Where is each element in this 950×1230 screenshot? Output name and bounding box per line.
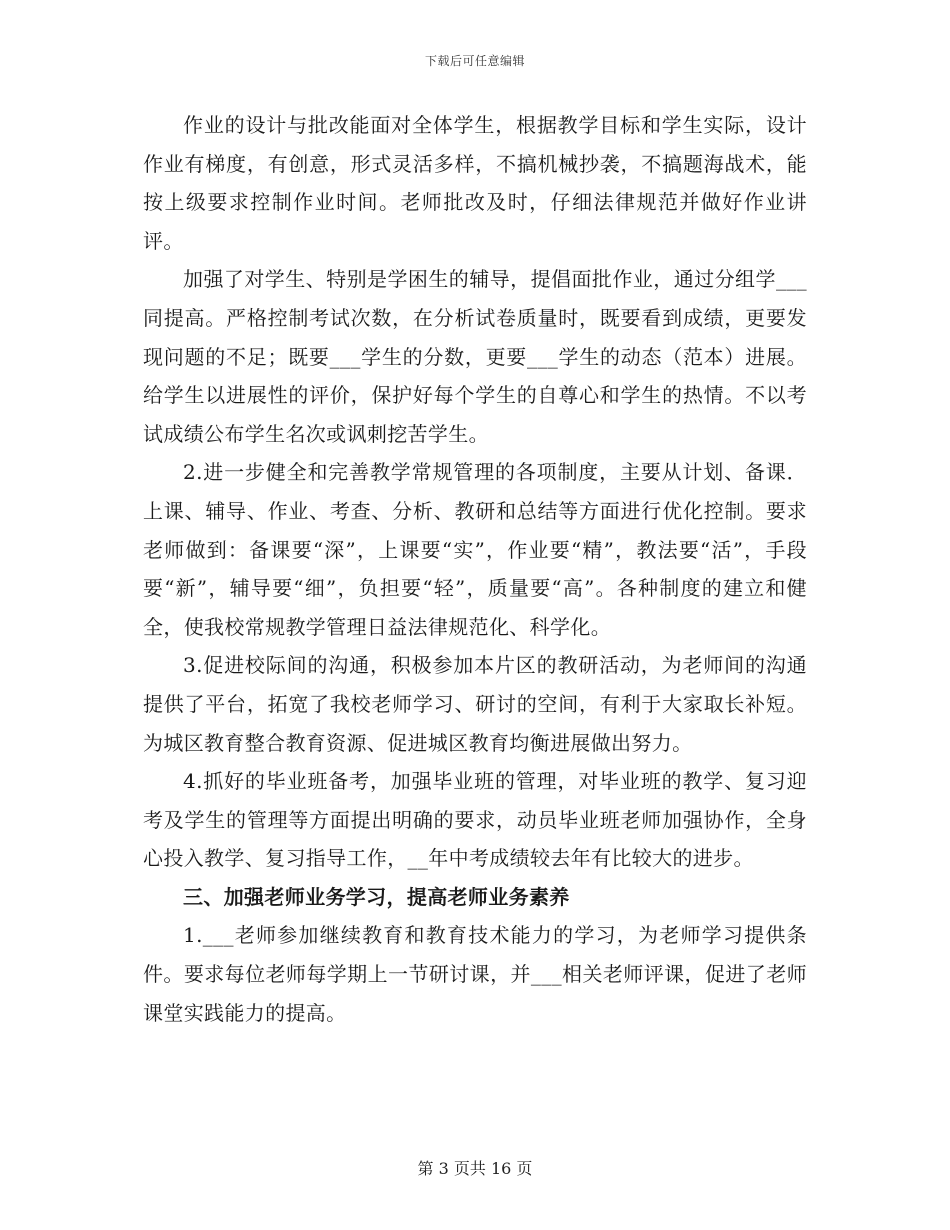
paragraph-student-tutoring: 加强了对学生、特别是学困生的辅导，提倡面批作业，通过分组学___同提高。严格控制考试次数，在分析试卷质量时，既要看到成绩，更要发现问题的不足；既要___学生的分数，更要___学生的动态（范本）进展。给学生以进展性的评价，保护好每个学生的自尊心和学生的热情。不以考试成绩公布学生名次或讽刺挖苦学生。 (143, 267, 807, 446)
page-number-footer: 第 3 页共 16 页 (417, 1159, 533, 1178)
paragraph-teaching-routine: 2.进一步健全和完善教学常规管理的各项制度，主要从计划、备课．上课、辅导、作业、考查、分析、教研和总结等方面进行优化控制。要求老师做到：备课要“深”，上课要“实”，作业要“精”，教法要“活”，手段要“新”，辅导要“细”，负担要“轻”，质量要“高”。各种制度的建立和健全，使我校常规教学管理日益法律规范化、科学化。 (143, 460, 807, 639)
paragraph-homework-design: 作业的设计与批改能面对全体学生，根据教学目标和学生实际，设计作业有梯度，有创意，形式灵活多样，不搞机械抄袭，不搞题海战术，能按上级要求控制作业时间。老师批改及时，仔细法律规范并做好作业讲评。 (143, 113, 807, 253)
paragraph-graduating-class: 4.抓好的毕业班备考，加强毕业班的管理，对毕业班的教学、复习迎考及学生的管理等方面提出明确的要求，动员毕业班老师加强协作，全身心投入教学、复习指导工作，__年中考成绩较去年有比较大的进步。 (143, 769, 807, 871)
paragraph-continuing-education: 1.___老师参加继续教育和教育技术能力的学习，为老师学习提供条件。要求每位老师每学期上一节研讨课，并___相关老师评课，促进了老师课堂实践能力的提高。 (143, 923, 807, 1025)
paragraph-inter-school-communication: 3.促进校际间的沟通，积极参加本片区的教研活动，为老师间的沟通提供了平台，拓宽了我校老师学习、研讨的空间，有利于大家取长补短。为城区教育整合教育资源、促进城区教育均衡进展做出努力。 (143, 653, 807, 755)
document-body (143, 106, 807, 1032)
page-header: 下载后可任意编辑 (424, 54, 525, 68)
section-heading: 三、加强老师业务学习，提高老师业务素养 (183, 884, 570, 909)
